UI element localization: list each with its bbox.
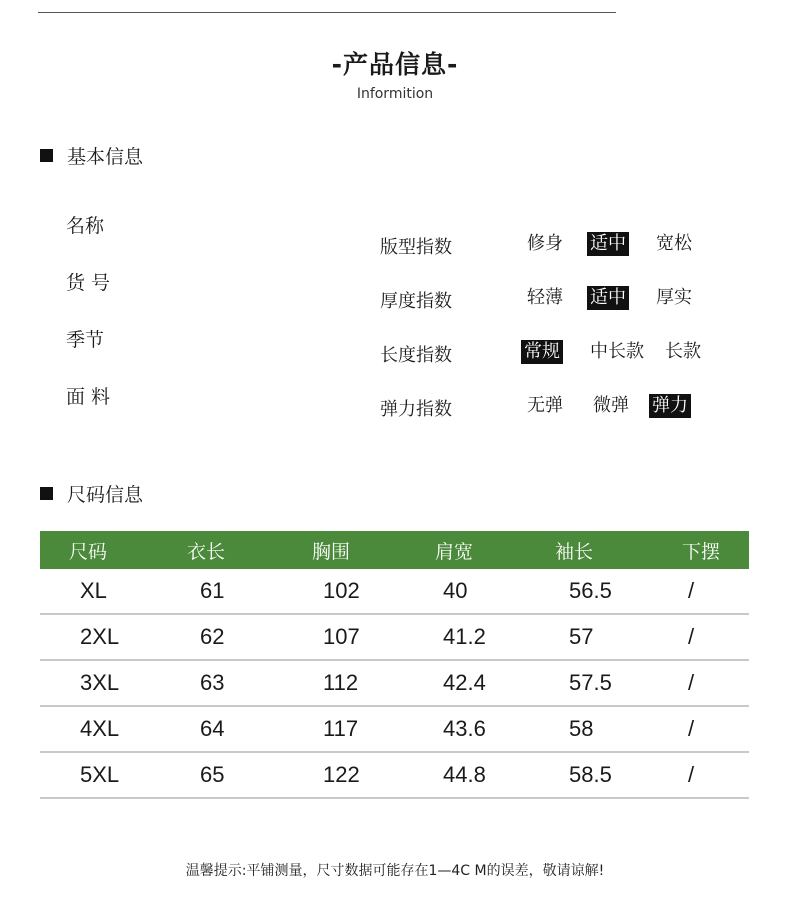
label-season: 季节 bbox=[66, 329, 105, 351]
cell-shoulder: 42.4 bbox=[443, 670, 486, 695]
elasticity-option-elastic-selected: 弹力 bbox=[649, 394, 691, 418]
elasticity-option-none: 无弹 bbox=[527, 395, 563, 416]
fit-option-slim: 修身 bbox=[527, 233, 563, 254]
label-fabric: 面 料 bbox=[66, 386, 111, 408]
cell-shoulder: 43.6 bbox=[443, 716, 486, 741]
cell-hem: / bbox=[688, 716, 695, 741]
thickness-index-label: 厚度指数 bbox=[380, 291, 452, 312]
page-subtitle: Informition bbox=[356, 86, 434, 102]
column-header-shoulder: 肩宽 bbox=[435, 540, 474, 563]
cell-length: 63 bbox=[200, 670, 225, 695]
cell-chest: 117 bbox=[323, 716, 359, 741]
cell-shoulder: 44.8 bbox=[443, 762, 486, 787]
page-title: -产品信息- bbox=[331, 50, 459, 79]
table-row bbox=[40, 707, 749, 753]
measurement-note: 温馨提示:平铺测量，尺寸数据可能存在1—4C M的误差，敬请谅解! bbox=[185, 863, 605, 879]
table-row bbox=[40, 569, 749, 615]
cell-chest: 107 bbox=[323, 624, 360, 649]
fit-option-loose: 宽松 bbox=[656, 233, 692, 254]
fit-index-label: 版型指数 bbox=[380, 237, 452, 258]
table-row bbox=[40, 661, 749, 707]
size-info-heading bbox=[40, 480, 143, 507]
cell-hem: / bbox=[688, 670, 695, 695]
cell-sleeve: 58 bbox=[569, 716, 594, 741]
thickness-option-thin: 轻薄 bbox=[527, 287, 563, 308]
label-item-number: 货 号 bbox=[66, 272, 111, 294]
cell-shoulder: 40 bbox=[443, 578, 468, 603]
cell-size: 4XL bbox=[80, 716, 120, 741]
thickness-option-medium-selected: 适中 bbox=[587, 286, 629, 310]
cell-chest: 122 bbox=[323, 762, 360, 787]
cell-size: 5XL bbox=[80, 762, 120, 787]
cell-size: 3XL bbox=[80, 670, 120, 695]
cell-length: 62 bbox=[200, 624, 225, 649]
size-table-header bbox=[40, 531, 749, 569]
top-divider bbox=[38, 12, 616, 13]
size-info-heading-label: 尺码信息 bbox=[67, 484, 144, 506]
length-option-long: 长款 bbox=[665, 341, 701, 362]
length-index-label: 长度指数 bbox=[380, 345, 452, 366]
cell-chest: 102 bbox=[323, 578, 360, 603]
basic-info-heading-label: 基本信息 bbox=[67, 146, 144, 168]
column-header-hem: 下摆 bbox=[682, 540, 721, 563]
cell-length: 61 bbox=[200, 578, 225, 603]
square-bullet-icon bbox=[40, 487, 53, 500]
cell-chest: 112 bbox=[323, 670, 359, 695]
table-row bbox=[40, 753, 749, 799]
size-table bbox=[40, 531, 749, 799]
elasticity-index-label: 弹力指数 bbox=[380, 399, 452, 420]
cell-sleeve: 56.5 bbox=[569, 578, 612, 603]
label-name: 名称 bbox=[66, 215, 105, 237]
cell-size: XL bbox=[80, 578, 107, 603]
basic-info-heading bbox=[40, 142, 143, 169]
column-header-sleeve: 袖长 bbox=[555, 540, 594, 563]
column-header-chest: 胸围 bbox=[312, 540, 351, 563]
cell-size: 2XL bbox=[80, 624, 120, 649]
elasticity-option-slight: 微弹 bbox=[593, 395, 629, 416]
cell-length: 65 bbox=[200, 762, 225, 787]
length-option-mid-long: 中长款 bbox=[590, 341, 644, 362]
column-header-size: 尺码 bbox=[69, 540, 108, 563]
cell-sleeve: 58.5 bbox=[569, 762, 612, 787]
cell-hem: / bbox=[688, 762, 695, 787]
cell-sleeve: 57 bbox=[569, 624, 594, 649]
cell-hem: / bbox=[688, 624, 695, 649]
length-option-regular-selected: 常规 bbox=[521, 340, 563, 364]
table-row bbox=[40, 615, 749, 661]
cell-hem: / bbox=[688, 578, 695, 603]
thickness-option-thick: 厚实 bbox=[656, 287, 692, 308]
cell-shoulder: 41.2 bbox=[443, 624, 486, 649]
column-header-length: 衣长 bbox=[187, 540, 226, 563]
cell-sleeve: 57.5 bbox=[569, 670, 612, 695]
square-bullet-icon bbox=[40, 149, 53, 162]
fit-option-regular-selected: 适中 bbox=[587, 232, 629, 256]
cell-length: 64 bbox=[200, 716, 225, 741]
